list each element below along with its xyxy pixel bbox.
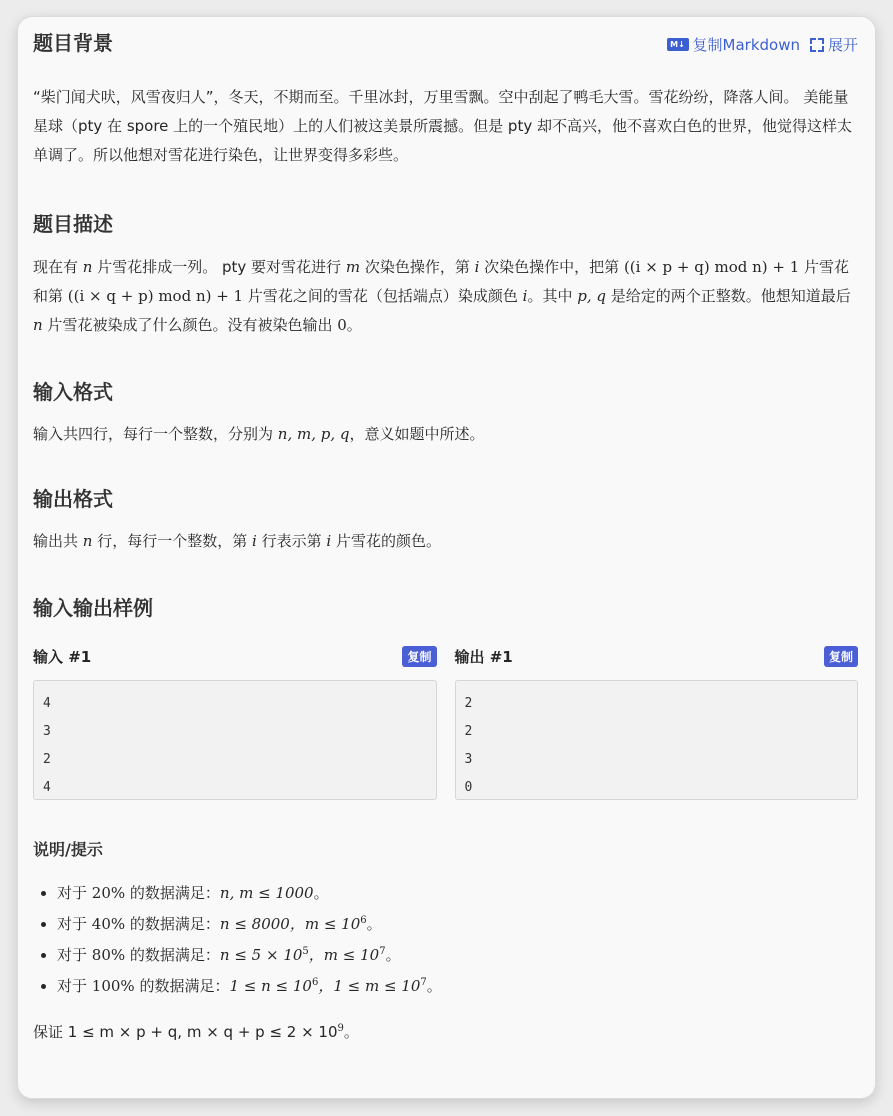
copy-markdown-label: 复制Markdown (692, 36, 800, 54)
code-line: 2 (43, 752, 51, 767)
code-line: 4 (43, 780, 51, 795)
sample-input-title: 输入 #1 (33, 647, 92, 666)
card-header (33, 17, 858, 69)
markdown-icon: M↓ (667, 38, 689, 51)
expand-icon (810, 38, 824, 52)
output-format-text: 输出共 n 行，每行一个整数，第 i 行表示第 i 片雪花的颜色。 (33, 532, 441, 550)
expand-button[interactable] (810, 34, 858, 55)
input-format-text: 输入共四行，每行一个整数，分别为 n, m, p, q，意义如题中所述。 (33, 425, 485, 443)
sample-output (455, 644, 859, 800)
code-line: 3 (43, 724, 51, 739)
code-line: 4 (43, 696, 51, 711)
code-line: 2 (464, 724, 473, 739)
hints-title: 说明/提示 (33, 840, 103, 859)
description-title: 题目描述 (33, 212, 113, 236)
background-text: “柴门闻犬吠，风雪夜归人”，冬天，不期而至。千里冰封，万里雪飘。空中刮起了鸭毛大雪。雪花纷纷，降落人间。 美能量星球（pty 在 spore 上的一个殖民地）上的人们被这美景所震撼。但是 pty 却不高兴，他不喜欢白色的世界，他觉得这样太单调了。所以他想对雪花进行染色，让世界变得多彩些。 (33, 88, 852, 164)
sample-output-box[interactable] (455, 680, 859, 800)
sample-output-title: 输出 #1 (454, 647, 513, 666)
code-line: 0 (464, 780, 473, 795)
list-item: • 对于 100% 的数据满足：$1 \le n \le 10^6$，$1 \le m \le 10^7$。 (57, 971, 858, 1002)
input-format-title: 输入格式 (33, 380, 113, 404)
output-format-title: 输出格式 (33, 487, 113, 511)
copy-markdown-button[interactable] (667, 34, 800, 55)
copy-output-button[interactable]: 复制 (824, 646, 858, 667)
sample-input-box[interactable] (33, 680, 437, 800)
list-item: • 对于 20% 的数据满足：n, m ≤ 1000。 (57, 878, 858, 909)
list-item: • 对于 80% 的数据满足：$n \le 5 \times 10^5$，$m \le 10^7$。 (57, 940, 858, 971)
code-line: 2 (464, 696, 473, 711)
expand-label: 展开 (827, 36, 858, 54)
background-title: 题目背景 (33, 31, 113, 55)
sample-input (33, 644, 437, 800)
description-text: 现在有 n 片雪花排成一列。 pty 要对雪花进行 m 次染色操作，第 i 次染色操作中，把第 ((i × p + q) mod n) + 1 片雪花和第 ((i × q + p) mod n) + 1 片雪花之间的雪花（包括端点）染成颜色 i。其中 p, q 是给定的两个正整数。他想知道最后 n 片雪花被染成了什么颜色。没有被染色输出 0。 (33, 258, 851, 334)
sample-io (33, 644, 858, 800)
code-line: 3 (464, 752, 473, 767)
list-item: • 对于 40% 的数据满足：n ≤ 8000，$m \le 10^6$。 (57, 909, 858, 940)
header-actions (667, 34, 858, 55)
guarantee-text: 保证 1 ≤ m × p + q, $m \times q + p \le 2 \times 10^9$。 (33, 1023, 359, 1041)
hints-list (33, 878, 858, 1002)
samples-title: 输入输出样例 (33, 596, 153, 620)
copy-input-button[interactable]: 复制 (402, 646, 436, 667)
problem-card (18, 17, 875, 1098)
